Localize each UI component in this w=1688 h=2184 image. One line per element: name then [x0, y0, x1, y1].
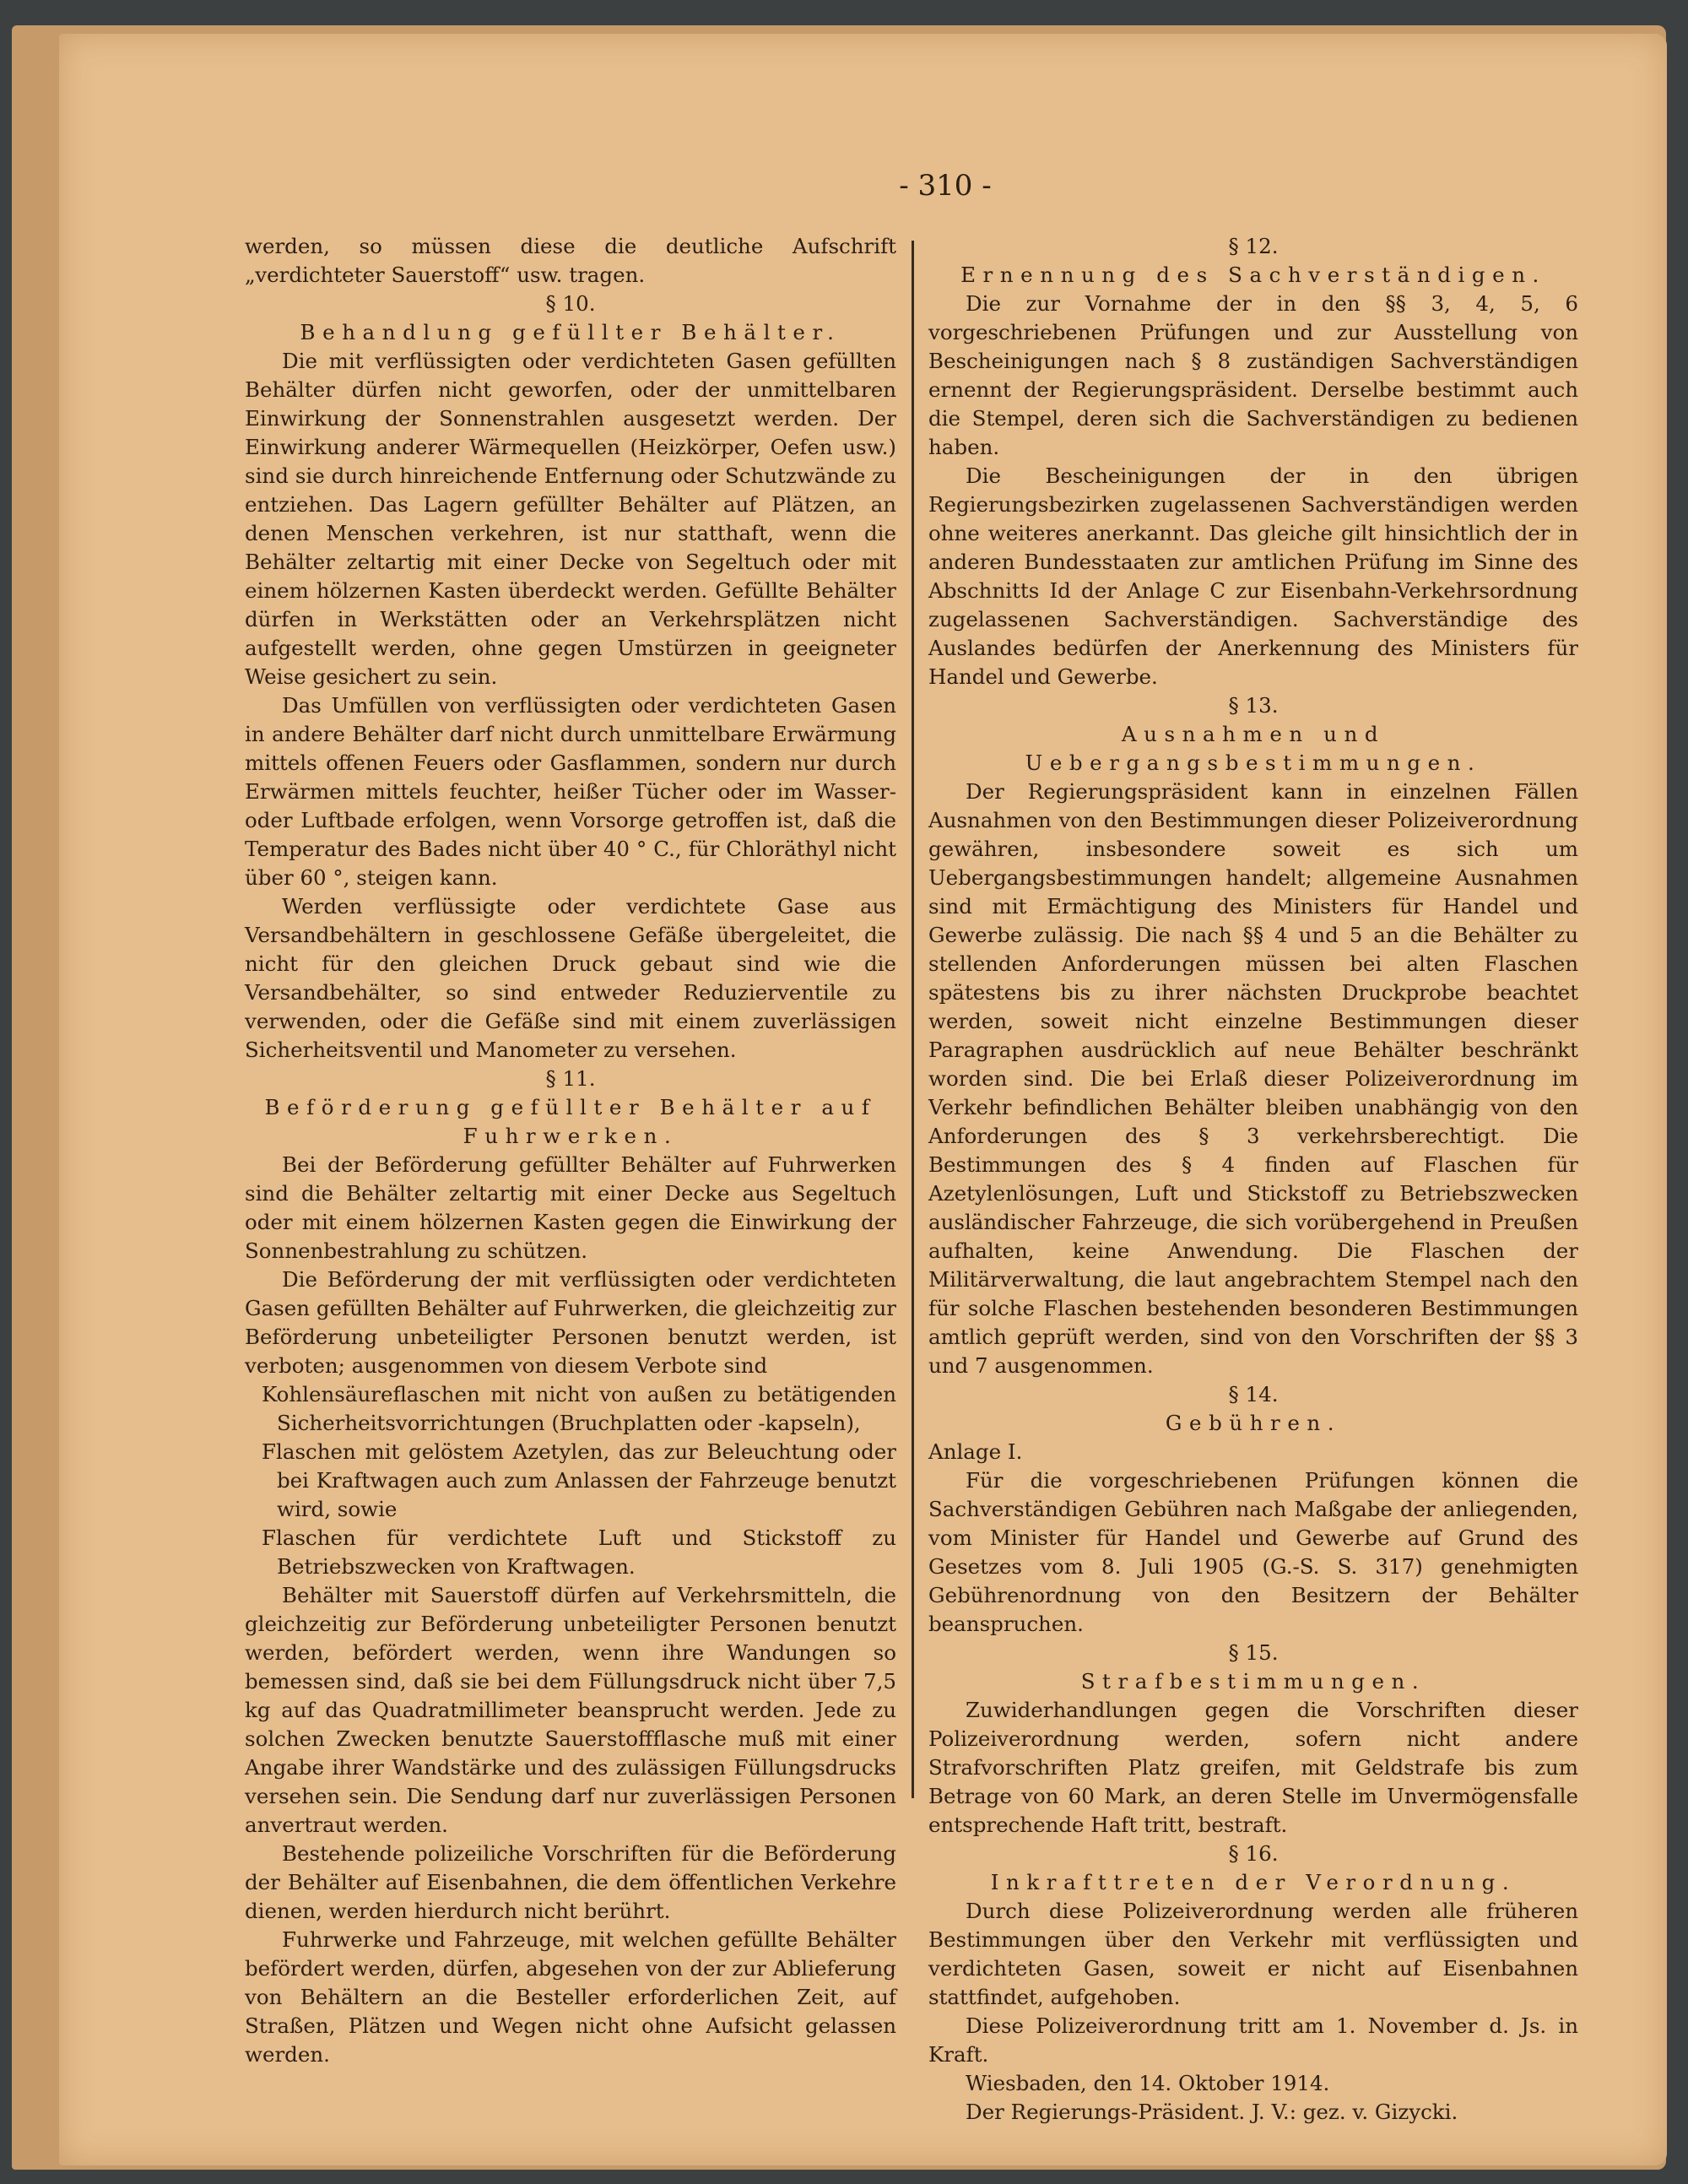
signature: Der Regierungs-Präsident. J. V.: gez. v. Gizycki. — [966, 2100, 1458, 2124]
section-number: § 15. — [1228, 1640, 1279, 1665]
list-item: Flaschen mit gelöstem Azetylen, das zur Beleuchtung oder bei Kraftwagen auch zum Anlassen der Fahrzeuge benutzt wird, sowie — [262, 1439, 896, 1521]
section-heading: Inkrafttreten der Verordnung. — [990, 1870, 1517, 1894]
attachment-note: Anlage I. — [928, 1439, 1023, 1464]
section-heading: Ernennung des Sachverständigen. — [960, 263, 1546, 287]
section-heading: Strafbestimmungen. — [1080, 1669, 1426, 1694]
paragraph: Für die vorgeschriebenen Prüfungen können die Sachverständigen Gebühren nach Maßgabe der anliegenden, vom Minister für Handel und Gewerbe auf Grund des Gesetzes vom 8. Juli 1905 (G.-S. S. 317) genehmigten Gebührenordnung von den Besitzern der Behälter beanspruchen. — [928, 1468, 1578, 1636]
section-number: § 12. — [1228, 234, 1279, 258]
column-divider — [912, 241, 914, 1798]
section-number: § 11. — [545, 1066, 596, 1091]
section-heading: Behandlung gefüllter Behälter. — [300, 320, 841, 344]
list-item: Flaschen für verdichtete Luft und Stickstoff zu Betriebszwecken von Kraftwagen. — [262, 1526, 896, 1579]
paragraph: Der Regierungspräsident kann in einzelnen Fällen Ausnahmen von den Bestimmungen dieser Polizeiverordnung gewähren, insbesondere soweit es sich um Uebergangsbestimmungen handelt; allgemeine Ausnahmen sind mit Ermächtigung des Ministers für Handel und Gewerbe zulässig. Die nach §§ 4 und 5 an die Behälter zu stellenden Anforderungen müssen bei alten Flaschen spätestens bis zu ihrer nächsten Druckprobe beachtet werden, soweit nicht einzelne Bestimmungen dieser Paragraphen ausdrücklich auf neue Behälter beschränkt worden sind. Die bei Erlaß dieser Polizeiverordnung im Verkehr befindlichen Behälter bleiben unabhängig von den Anforderungen des § 3 verkehrsberechtigt. Die Bestimmungen des § 4 finden auf Flaschen für Azetylenlösungen, Luft und Stickstoff zu Betriebszwecken ausländischer Fahrzeuge, die sich vorübergehend in Preußen aufhalten, keine Anwendung. Die Flaschen der Militärverwaltung, die laut angebrachtem Stempel nach den für solche Flaschen bestehenden besonderen Bestimmungen amtlich geprüft werden, sind von den Vorschriften der §§ 3 und 7 ausgenommen. — [928, 779, 1578, 1378]
paragraph: Die Bescheinigungen der in den übrigen Regierungsbezirken zugelassenen Sachverständigen werden ohne weiteres anerkannt. Das gleiche gilt hinsichtlich der in anderen Bundesstaaten zur amtlichen Prüfung im Sinne des Abschnitts Id der Anlage C zur Eisenbahn-Verkehrsordnung zugelassenen Sachverständigen. Sachverständige des Auslandes bedürfen der Anerkennung des Ministers für Handel und Gewerbe. — [928, 463, 1578, 689]
paragraph: Diese Polizeiverordnung tritt am 1. November d. Js. in Kraft. — [928, 2013, 1578, 2067]
section-heading: Gebühren. — [1165, 1411, 1342, 1435]
page-number: - 310 - — [899, 169, 992, 203]
paragraph: Bestehende polizeiliche Vorschriften für die Beförderung der Behälter auf Eisenbahnen, die dem öffentlichen Verkehre dienen, werden hierdurch nicht berührt. — [245, 1841, 896, 1923]
list-item: Kohlensäureflaschen mit nicht von außen zu betätigenden Sicherheitsvorrichtungen (Bruchplatten oder -kapseln), — [262, 1382, 896, 1435]
section-number: § 16. — [1228, 1841, 1279, 1866]
paragraph: Die zur Vornahme der in den §§ 3, 4, 5, 6 vorgeschriebenen Prüfungen und zur Ausstellung von Bescheinigungen nach § 8 zuständigen Sachverständigen ernennt der Regierungspräsident. Derselbe bestimmt auch die Stempel, deren sich die Sachverständigen zu bedienen haben. — [928, 291, 1578, 459]
place-date: Wiesbaden, den 14. Oktober 1914. — [966, 2071, 1330, 2095]
left-column — [245, 232, 896, 2069]
section-number: § 14. — [1228, 1382, 1279, 1406]
section-number: § 13. — [1228, 693, 1279, 718]
paragraph: Fuhrwerke und Fahrzeuge, mit welchen gefüllte Behälter befördert werden, dürfen, abgesehen von der zur Ablieferung von Behältern an die Besteller erforderlichen Zeit, auf Straßen, Plätzen und Wegen nicht ohne Aufsicht gelassen werden. — [245, 1927, 896, 2067]
paragraph: werden, so müssen diese die deutliche Aufschrift „verdichteter Sauerstoff“ usw. tragen. — [245, 234, 896, 287]
paragraph: Durch diese Polizeiverordnung werden alle früheren Bestimmungen über den Verkehr mit verflüssigten und verdichteten Gasen, soweit er nicht auf Eisenbahnen stattfindet, aufgehoben. — [928, 1899, 1578, 2009]
paragraph: Das Umfüllen von verflüssigten oder verdichteten Gasen in andere Behälter darf nicht durch unmittelbare Erwärmung mittels offenen Feuers oder Gasflammen, sondern nur durch Erwärmen mittels feuchter, heißer Tücher oder im Wasser- oder Luftbade erfolgen, wenn Vorsorge getroffen ist, daß die Temperatur des Bades nicht über 40 ° C., für Chloräthyl nicht über 60 °, steigen kann. — [245, 693, 896, 890]
section-heading: Beförderung gefüllter Behälter auf Fuhrwerken. — [264, 1095, 877, 1148]
paragraph: Die mit verflüssigten oder verdichteten Gasen gefüllten Behälter dürfen nicht geworfen, oder der unmittelbaren Einwirkung der Sonnenstrahlen ausgesetzt werden. Der Einwirkung anderer Wärmequellen (Heizkörper, Oefen usw.) sind sie durch hinreichende Entfernung oder Schutzwände zu entziehen. Das Lagern gefüllter Behälter auf Plätzen, an denen Menschen verkehren, ist nur statthaft, wenn die Behälter zeltartig mit einer Decke von Segeltuch oder mit einem hölzernen Kasten überdeckt werden. Gefüllte Behälter dürfen in Werkstätten oder an Verkehrsplätzen nicht aufgestellt werden, ohne gegen Umstürzen in geeigneter Weise gesichert zu sein. — [245, 349, 896, 689]
paragraph: Bei der Beförderung gefüllter Behälter auf Fuhrwerken sind die Behälter zeltartig mit einer Decke aus Segeltuch oder mit einem hölzernen Kasten gegen die Einwirkung der Sonnenbestrahlung zu schützen. — [245, 1152, 896, 1263]
section-heading: Ausnahmen und Uebergangsbestimmungen. — [1025, 722, 1482, 775]
paragraph: Die Beförderung der mit verflüssigten oder verdichteten Gasen gefüllten Behälter auf Fuhrwerken, die gleichzeitig zur Beförderung unbeteiligter Personen benutzt werden, ist verboten; ausgenommen von diesem Verbote sind — [245, 1267, 896, 1378]
right-column — [928, 232, 1578, 2127]
paragraph: Zuwiderhandlungen gegen die Vorschriften dieser Polizeiverordnung werden, sofern nicht andere Strafvorschriften Platz greifen, mit Geldstrafe bis zum Betrage von 60 Mark, an deren Stelle im Unvermögensfalle entsprechende Haft tritt, bestraft. — [928, 1698, 1578, 1837]
paragraph: Behälter mit Sauerstoff dürfen auf Verkehrsmitteln, die gleichzeitig zur Beförderung unbeteiligter Personen benutzt werden, befördert werden, wenn ihre Wandungen so bemessen sind, daß sie bei dem Füllungsdruck nicht über 7,5 kg auf das Quadratmillimeter beansprucht werden. Jede zu solchen Zwecken benutzte Sauerstoffflasche muß mit einer Angabe ihrer Wandstärke und des zulässigen Füllungsdrucks versehen sein. Die Sendung darf nur zuverlässigen Personen anvertraut werden. — [245, 1583, 896, 1837]
paragraph: Werden verflüssigte oder verdichtete Gase aus Versandbehältern in geschlossene Gefäße übergeleitet, die nicht für den gleichen Druck gebaut sind wie die Versandbehälter, so sind entweder Reduzierventile zu verwenden, oder die Gefäße sind mit einem zuverlässigen Sicherheitsventil und Manometer zu versehen. — [245, 894, 896, 1062]
section-number: § 10. — [545, 291, 596, 316]
